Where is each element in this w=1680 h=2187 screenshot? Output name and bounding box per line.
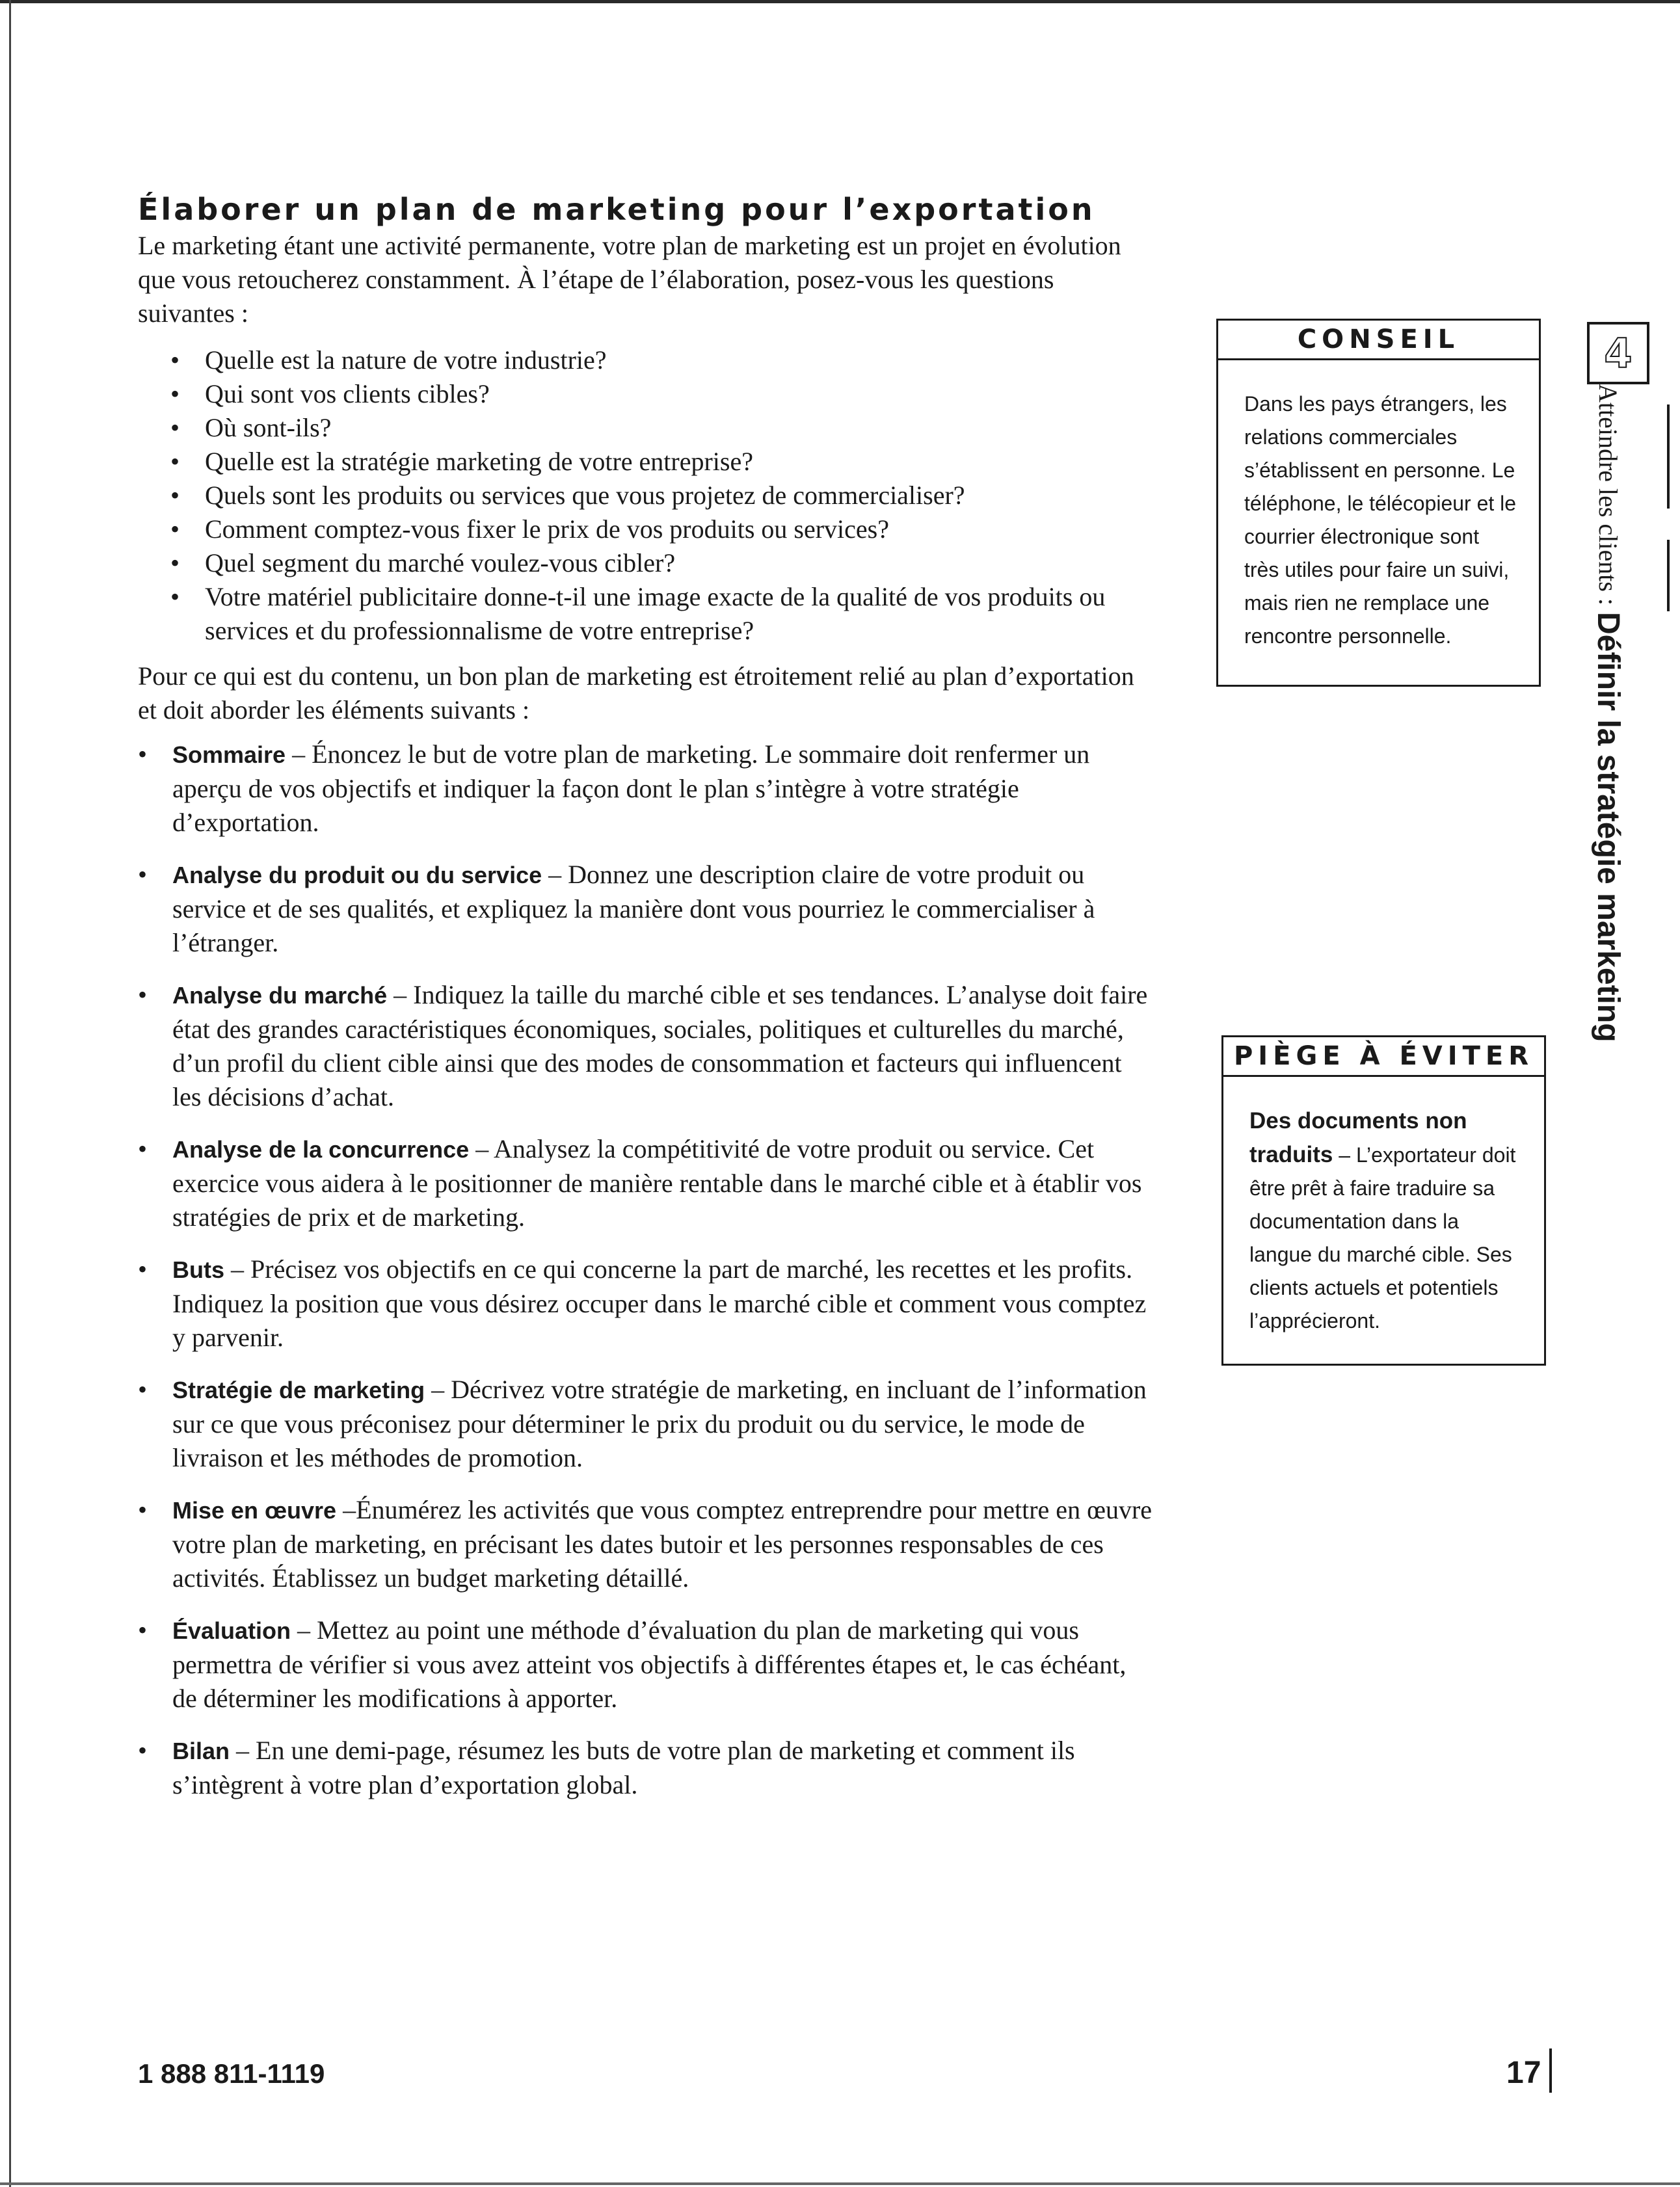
chapter-lead: Atteindre les clients :	[1593, 384, 1623, 613]
left-page-edge	[9, 0, 11, 2187]
plan-element-item	[138, 1734, 1153, 1802]
question-item: • Quels sont les produits ou services que vous projetez de commercialiser?	[170, 479, 1153, 512]
question-item: • Quelle est la nature de votre industrie?	[170, 343, 1153, 377]
element-term: Analyse du produit ou du service	[172, 862, 542, 888]
piege-body	[1223, 1077, 1544, 1356]
piege-lead: Des documents non traduits	[1249, 1108, 1467, 1167]
element-term: Mise en œuvre	[172, 1497, 337, 1524]
element-term: Analyse de la concurrence	[172, 1136, 470, 1163]
plan-element-item	[138, 858, 1153, 960]
edge-mark	[1667, 540, 1670, 611]
conseil-title: CONSEIL	[1218, 321, 1539, 360]
element-text: – Analysez la compétitivité de votre produit ou service. Cet exercice vous aidera à le positionner de manière rentable dans le marché cible et à établir vos stratégies de prix et de marketing.	[172, 1134, 1142, 1232]
chapter-running-title	[1580, 384, 1635, 1080]
element-text: – Donnez une description claire de votre produit ou service et de ses qualités, et expliquez la manière dont vous pourriez le commercialiser à l’étranger.	[172, 860, 1095, 957]
element-text: – Précisez vos objectifs en ce qui concerne la part de marché, les recettes et les profits. Indiquez la position que vous désirez occuper dans le marché cible et comment vous comptez y parvenir.	[172, 1254, 1147, 1352]
element-text: –Énumérez les activités que vous comptez entreprendre pour mettre en œuvre votre plan de marketing, en précisant les dates butoir et les personnes responsables de ces activités. Établissez un budget marketing détaillé.	[172, 1495, 1153, 1593]
question-item: • Où sont-ils?	[170, 411, 1153, 445]
chapter-number-badge: 4	[1587, 322, 1649, 384]
content-intro-paragraph: Pour ce qui est du contenu, un bon plan de marketing est étroitement relié au plan d’exportation et doit aborder les éléments suivants :	[138, 661, 1134, 724]
top-rule	[0, 0, 1680, 3]
bottom-rule	[0, 2182, 1680, 2185]
element-text: – Énoncez le but de votre plan de marketing. Le sommaire doit renfermer un aperçu de vos objectifs et indiquer la façon dont le plan s’intègre à votre stratégie d’exportation.	[172, 739, 1090, 837]
plan-element-item	[138, 1613, 1153, 1716]
page-number: 17	[1506, 2056, 1541, 2090]
piege-text: – L’exportateur doit être prêt à faire traduire sa documentation dans la langue du marché cible. Ses clients actuels et potentiels l’apprécieront.	[1249, 1143, 1516, 1332]
main-content	[138, 190, 1153, 1820]
section-heading: Élaborer un plan de marketing pour l’exportation	[138, 192, 1095, 227]
plan-element-item	[138, 737, 1153, 840]
question-item: • Qui sont vos clients cibles?	[170, 377, 1153, 411]
question-item: • Quel segment du marché voulez-vous cibler?	[170, 546, 1153, 580]
plan-element-item	[138, 1373, 1153, 1475]
question-item: • Votre matériel publicitaire donne-t-il une image exacte de la qualité de vos produits ou services et du professionnalisme de votre entreprise?	[170, 580, 1153, 648]
plan-element-item	[138, 1493, 1153, 1595]
conseil-body: Dans les pays étrangers, les relations commerciales s’établissent en personne. Le téléphone, le télécopieur et le courrier électronique sont très utiles pour faire un suivi, mais rien ne remplace une rencontre personnelle.	[1244, 392, 1517, 648]
conseil-box	[1216, 319, 1541, 687]
element-text: – Mettez au point une méthode d’évaluation du plan de marketing qui vous permettra de vérifier si vous avez atteint vos objectifs à différentes étapes et, le cas échéant, de déterminer les modifications à apporter.	[172, 1615, 1127, 1713]
element-term: Analyse du marché	[172, 982, 388, 1009]
element-term: Bilan	[172, 1738, 230, 1764]
piege-title: PIÈGE À ÉVITER	[1223, 1037, 1544, 1077]
footer-phone: 1 888 811-1119	[138, 2058, 325, 2089]
element-term: Stratégie de marketing	[172, 1377, 425, 1403]
element-term: Sommaire	[172, 741, 286, 768]
plan-elements-list	[138, 737, 1153, 1802]
page-number-bar	[1549, 2048, 1552, 2093]
plan-element-item	[138, 978, 1153, 1114]
intro-paragraph: Le marketing étant une activité permanente, votre plan de marketing est un projet en évolution que vous retoucherez constamment. À l’étape de l’élaboration, posez-vous les questions suivantes :	[138, 231, 1121, 328]
plan-element-item	[138, 1132, 1153, 1234]
element-text: – Décrivez votre stratégie de marketing, en incluant de l’information sur ce que vous préconisez pour déterminer le prix du produit ou du service, le mode de livraison et les méthodes de promotion.	[172, 1375, 1147, 1472]
questions-list	[138, 343, 1153, 648]
piege-box	[1221, 1035, 1546, 1366]
edge-mark	[1667, 404, 1670, 509]
question-item: • Comment comptez-vous fixer le prix de vos produits ou services?	[170, 512, 1153, 546]
chapter-title: Définir la stratégie marketing	[1591, 612, 1625, 1042]
element-term: Évaluation	[172, 1617, 291, 1644]
question-item: • Quelle est la stratégie marketing de votre entreprise?	[170, 445, 1153, 479]
element-text: – En une demi-page, résumez les buts de votre plan de marketing et comment ils s’intègrent à votre plan d’exportation global.	[172, 1736, 1075, 1799]
element-text: – Indiquez la taille du marché cible et ses tendances. L’analyse doit faire état des grandes caractéristiques économiques, sociales, politiques et culturelles du marché, d’un profil du client cible ainsi que des modes de consommation et facteurs qui influencent les décisions d’achat.	[172, 980, 1148, 1111]
element-term: Buts	[172, 1256, 224, 1283]
plan-element-item	[138, 1253, 1153, 1355]
